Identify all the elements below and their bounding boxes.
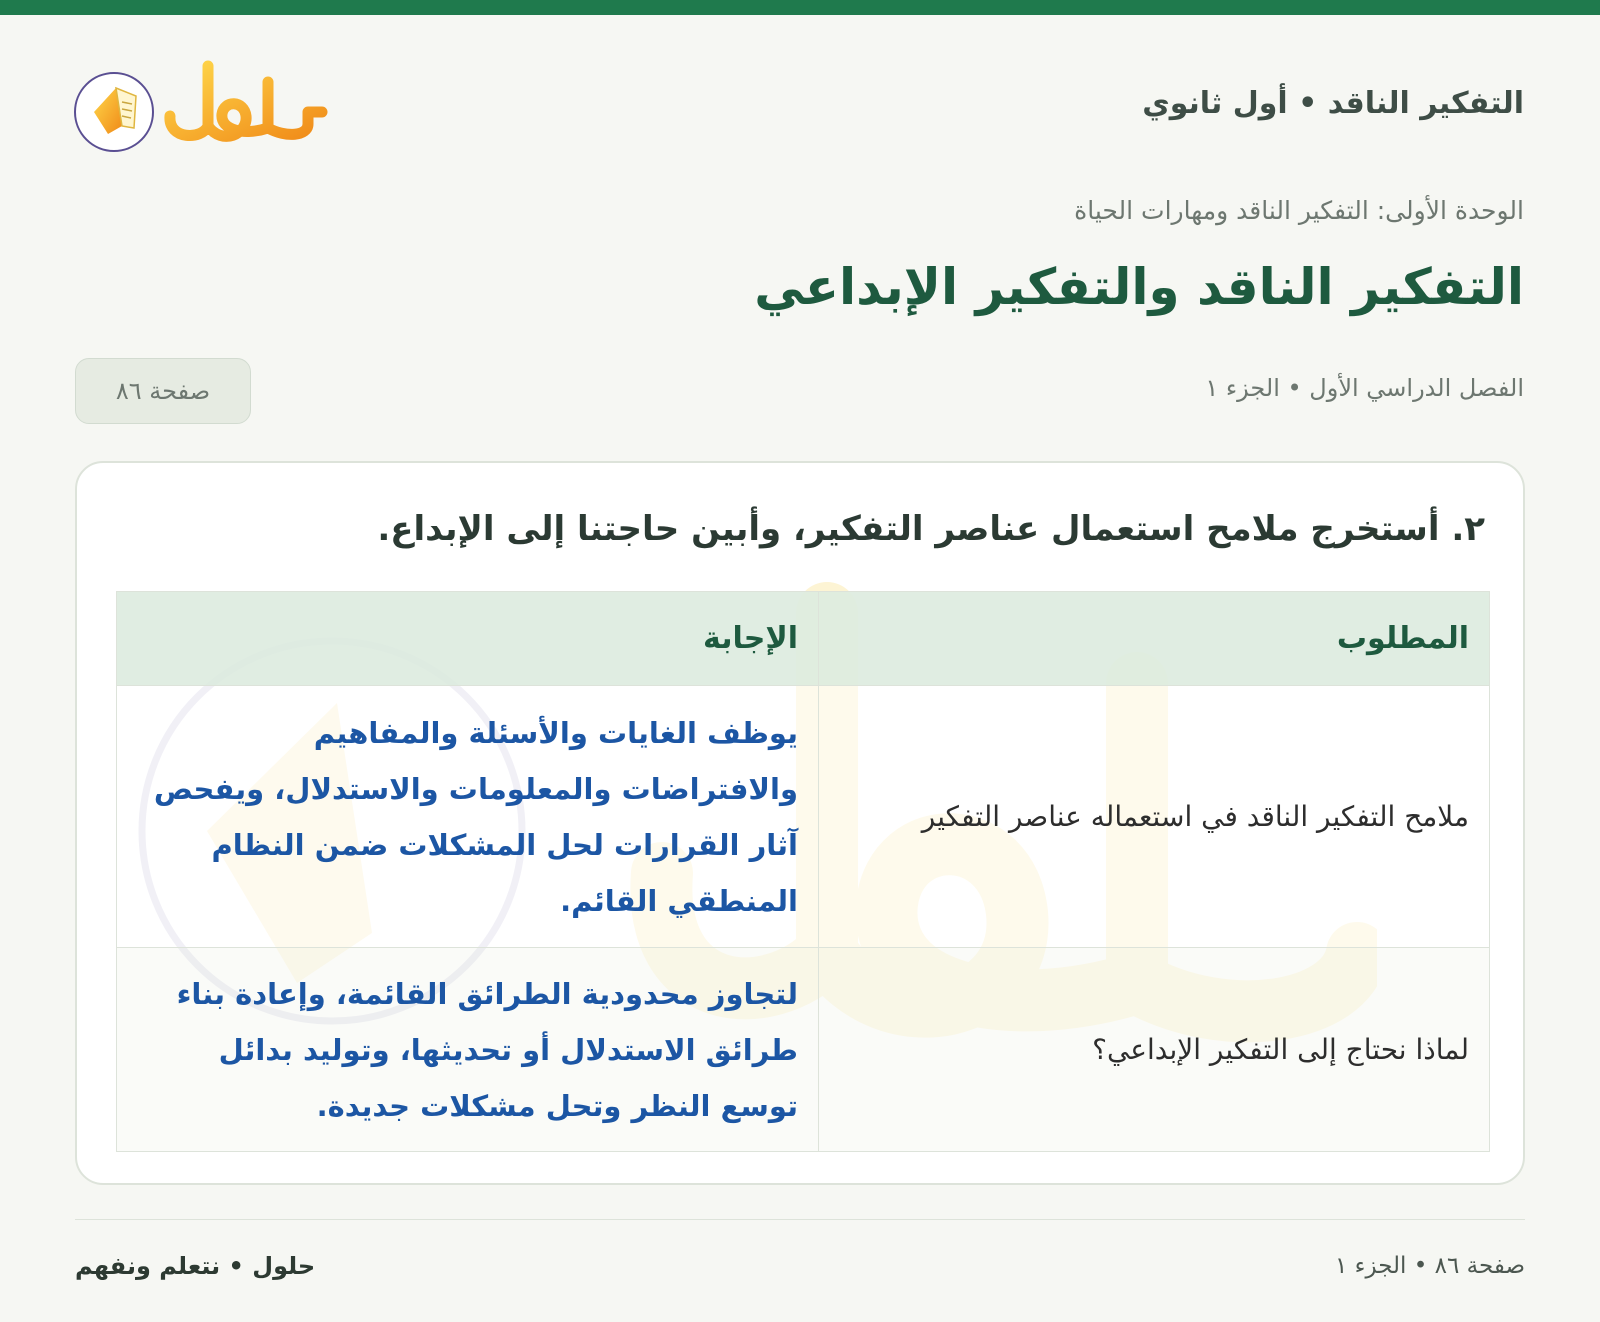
table-row [117,948,1490,1152]
course-title: التفكير الناقد • أول ثانوي [1142,86,1524,121]
page-badge: صفحة ٨٦ [75,358,251,424]
column-header-required: المطلوب [819,592,1490,686]
question-text: ٢. أستخرج ملامح استعمال عناصر التفكير، وأبين حاجتنا إلى الإبداع. [377,509,1485,549]
answer-table [116,591,1490,1152]
answer-cell: يوظف الغايات والأسئلة والمفاهيم والافتراضات والمعلومات والاستدلال، ويفحص آثار القرارات لحل المشكلات ضمن النظام المنطقي القائم. [117,686,819,948]
table-row [117,686,1490,948]
required-cell: ملامح التفكير الناقد في استعماله عناصر التفكير [819,686,1490,948]
footer-page-info: صفحة ٨٦ • الجزء ١ [1335,1253,1525,1279]
unit-label: الوحدة الأولى: التفكير الناقد ومهارات الحياة [1074,196,1524,225]
required-cell: لماذا نحتاج إلى التفكير الإبداعي؟ [819,948,1490,1152]
table-header-row [117,592,1490,686]
footer-brand: حلول • نتعلم ونفهم [75,1252,316,1280]
term-label: الفصل الدراسي الأول • الجزء ١ [1205,374,1524,402]
question-card [75,461,1525,1185]
column-header-answer: الإجابة [117,592,819,686]
lesson-title: التفكير الناقد والتفكير الإبداعي [754,258,1524,316]
top-accent-bar [0,0,1600,15]
footer-divider [75,1219,1525,1220]
hulool-logo [72,54,342,158]
answer-cell: لتجاوز محدودية الطرائق القائمة، وإعادة بناء طرائق الاستدلال أو تحديثها، وتوليد بدائل توسع النظر وتحل مشكلات جديدة. [117,948,819,1152]
